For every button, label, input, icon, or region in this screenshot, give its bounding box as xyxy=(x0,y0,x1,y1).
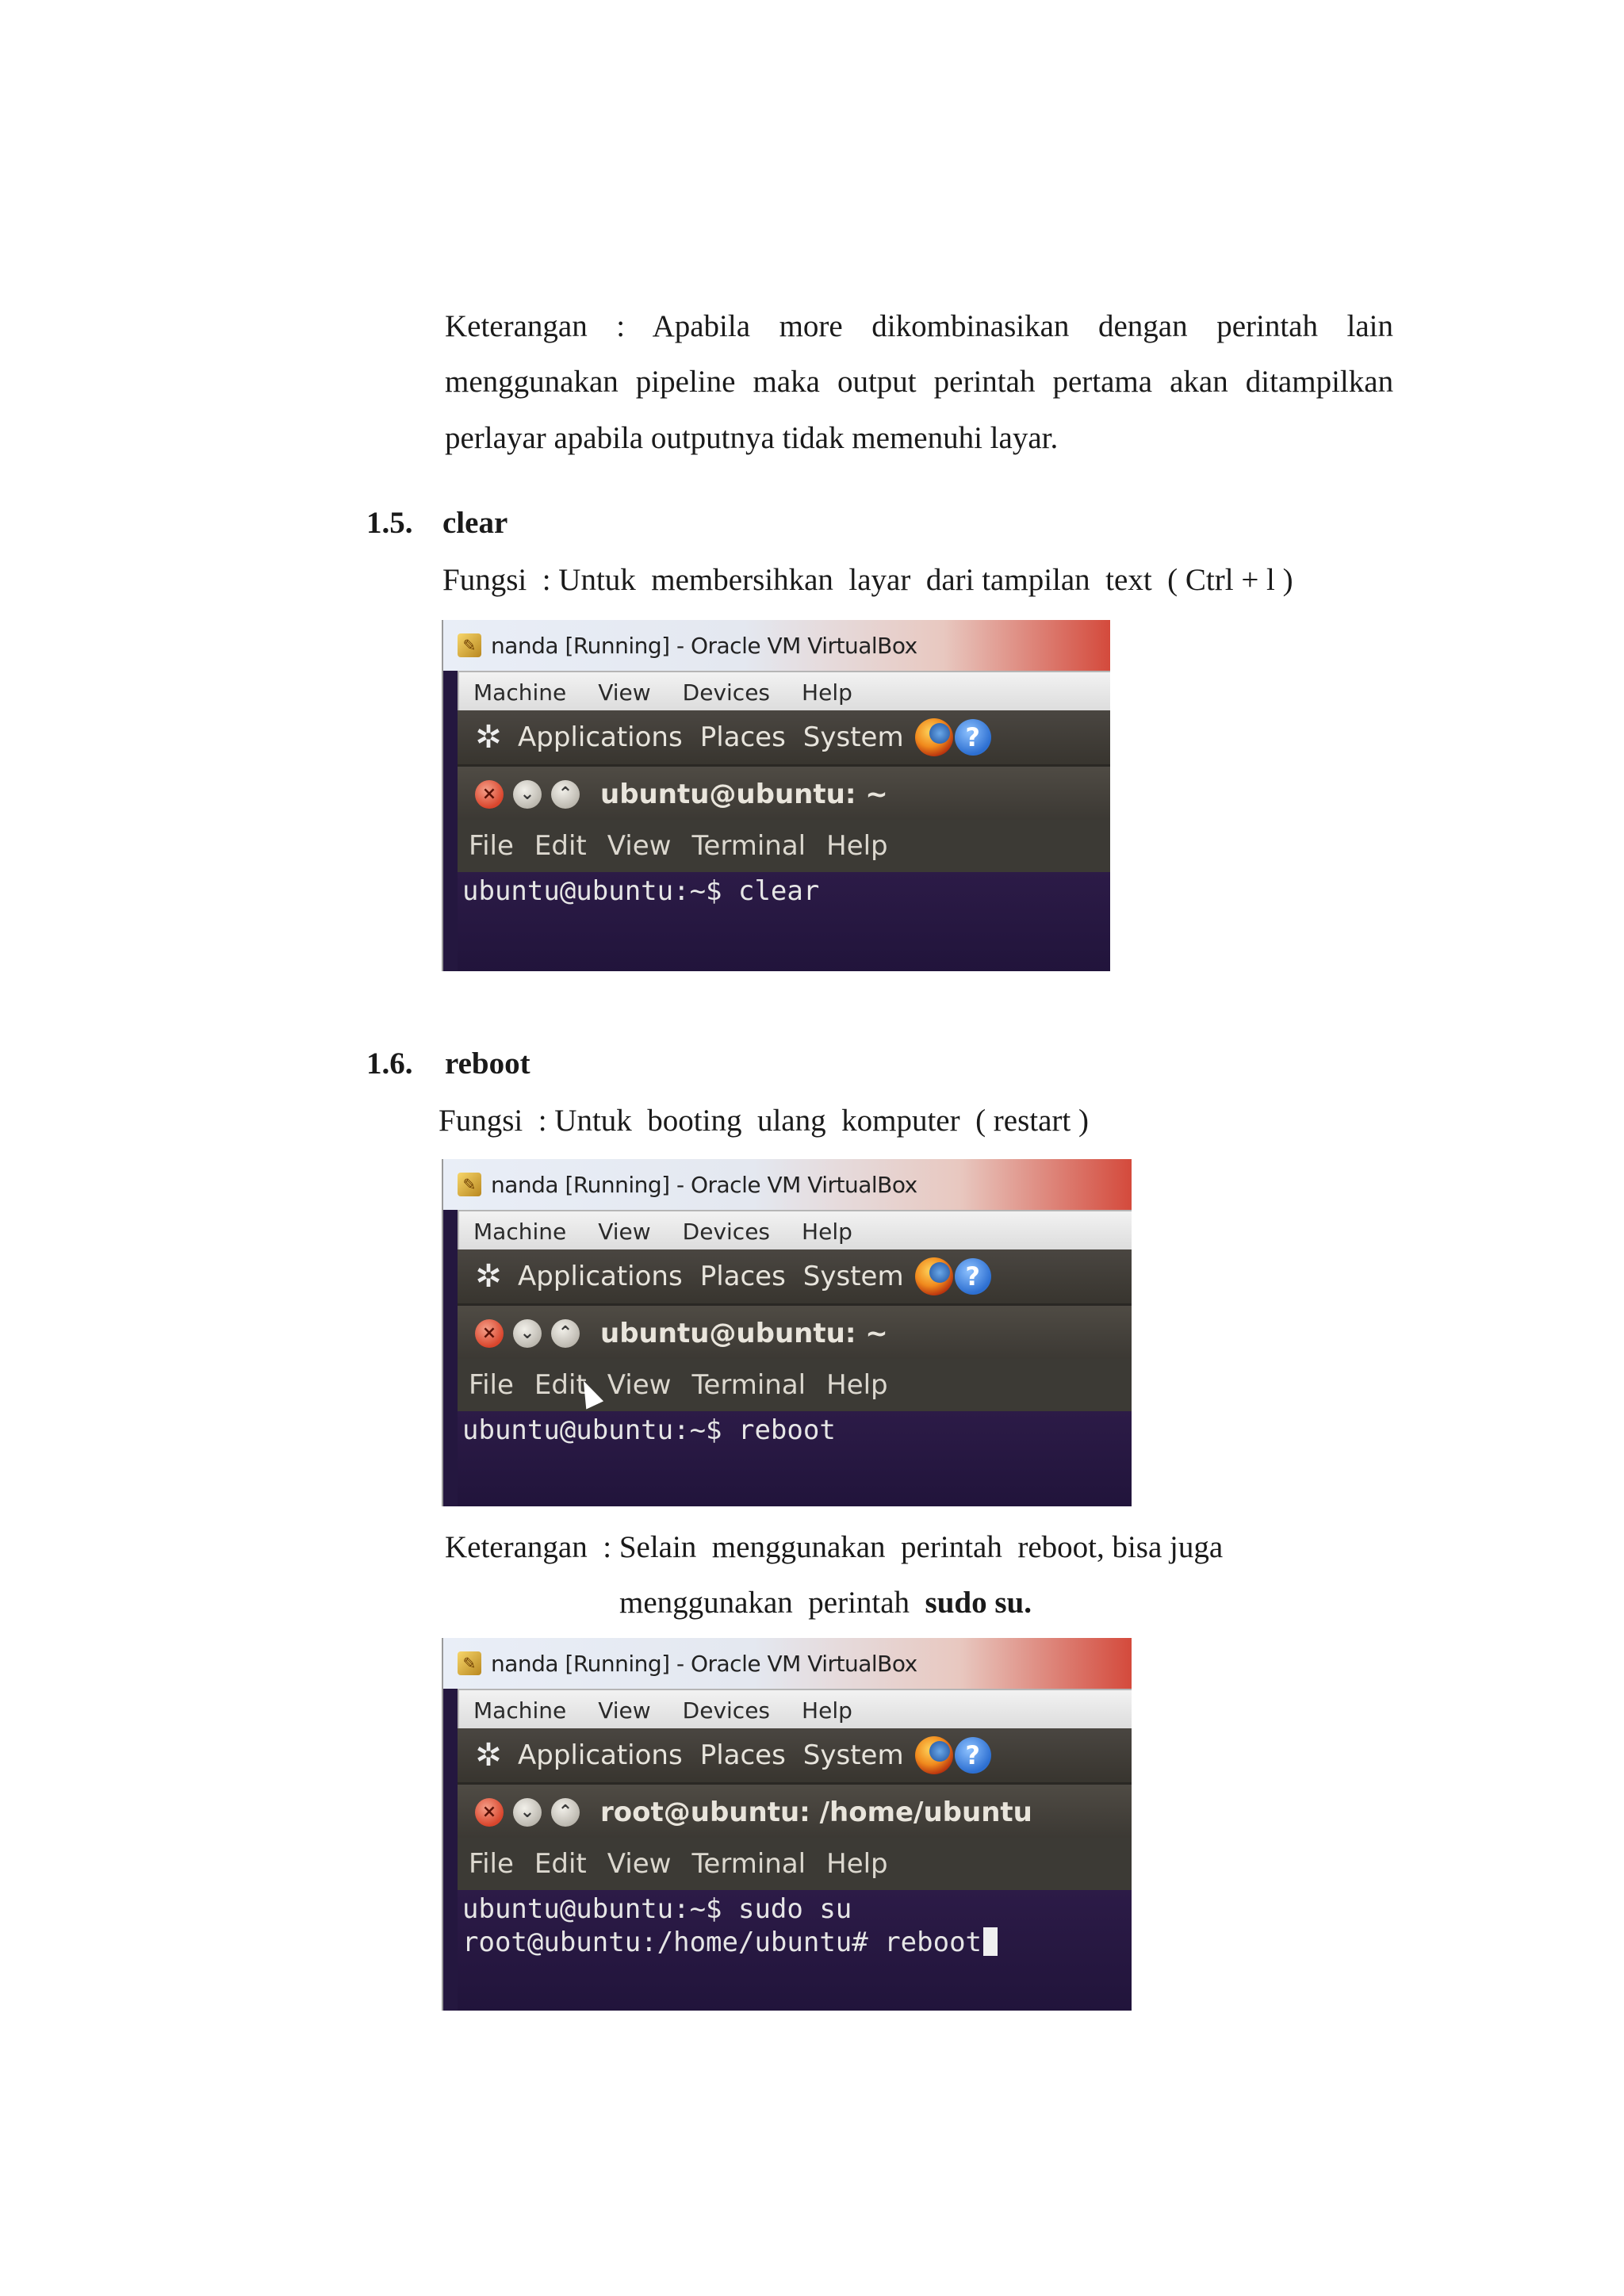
virtualbox-icon: ✎ xyxy=(458,633,481,657)
help-icon[interactable]: ? xyxy=(955,1258,991,1295)
term-menu-view[interactable]: View xyxy=(607,1369,672,1401)
menu-help[interactable]: Help xyxy=(802,1697,852,1724)
terminal-body[interactable] xyxy=(458,872,1110,971)
window-title: nanda [Running] - Oracle VM VirtualBox xyxy=(491,1650,917,1677)
intro-line-1 xyxy=(445,311,1393,342)
terminal-titlebar xyxy=(458,1303,1132,1361)
panel-places[interactable]: Places xyxy=(699,1739,786,1771)
terminal-line: ubuntu@ubuntu:~$ clear xyxy=(462,875,820,907)
gnome-panel xyxy=(458,1249,1132,1303)
panel-places[interactable]: Places xyxy=(699,1261,786,1292)
menu-view[interactable]: View xyxy=(598,1218,651,1245)
word: Keterangan xyxy=(445,309,588,343)
firefox-icon[interactable] xyxy=(915,1257,953,1295)
terminal-title: root@ubuntu: /home/ubuntu xyxy=(600,1797,1032,1828)
term-menu-edit[interactable]: Edit xyxy=(534,830,587,862)
word: maka xyxy=(753,365,820,399)
section-description: Fungsi : Untuk membersihkan layar dari tampilan text ( Ctrl + l ) xyxy=(442,563,1293,597)
minimize-icon[interactable]: ⌄ xyxy=(513,780,542,809)
note-line-2 xyxy=(619,1587,1032,1618)
term-menu-terminal[interactable]: Terminal xyxy=(691,1369,806,1401)
term-menu-file[interactable]: File xyxy=(469,830,514,862)
term-menu-edit[interactable]: Edit xyxy=(534,1848,587,1880)
word: dikombinasikan xyxy=(871,309,1070,343)
firefox-icon[interactable] xyxy=(915,718,953,756)
menu-machine[interactable]: Machine xyxy=(473,679,567,706)
firefox-icon[interactable] xyxy=(915,1736,953,1774)
text-cursor-icon xyxy=(983,1927,998,1956)
panel-places[interactable]: Places xyxy=(699,721,786,753)
menu-machine[interactable]: Machine xyxy=(473,1697,567,1724)
terminal-body[interactable] xyxy=(458,1411,1132,1506)
close-icon[interactable]: × xyxy=(475,780,504,809)
virtualbox-icon: ✎ xyxy=(458,1173,481,1196)
gnome-panel xyxy=(458,1728,1132,1782)
terminal-titlebar xyxy=(458,1782,1132,1840)
vbox-menubar xyxy=(458,1689,1132,1730)
window-titlebar xyxy=(443,620,1110,671)
word: : xyxy=(616,309,626,343)
word: dengan xyxy=(1098,309,1188,343)
window-title: nanda [Running] - Oracle VM VirtualBox xyxy=(491,1171,917,1198)
menu-view[interactable]: View xyxy=(598,1697,651,1724)
window-titlebar xyxy=(443,1638,1132,1689)
virtualbox-icon: ✎ xyxy=(458,1651,481,1675)
terminal-line: ubuntu@ubuntu:~$ sudo su xyxy=(462,1893,852,1925)
panel-applications[interactable]: Applications xyxy=(518,721,683,753)
section-title: reboot xyxy=(445,1047,530,1081)
terminal-title: ubuntu@ubuntu: ~ xyxy=(600,1318,888,1349)
note-text: menggunakan perintah xyxy=(619,1586,925,1620)
panel-system[interactable]: System xyxy=(802,1261,904,1292)
note-command: sudo su. xyxy=(925,1586,1032,1620)
terminal-menubar xyxy=(458,1838,1132,1890)
term-menu-view[interactable]: View xyxy=(607,830,672,862)
term-menu-file[interactable]: File xyxy=(469,1369,514,1401)
term-menu-file[interactable]: File xyxy=(469,1848,514,1880)
terminal-titlebar xyxy=(458,764,1110,822)
menu-devices[interactable]: Devices xyxy=(682,1697,771,1724)
section-number: 1.6. xyxy=(366,1047,413,1081)
panel-applications[interactable]: Applications xyxy=(518,1261,683,1292)
intro-line-3: perlayar apabila outputnya tidak memenuhi layar. xyxy=(445,421,1059,455)
term-menu-terminal[interactable]: Terminal xyxy=(691,830,806,862)
ubuntu-logo-icon[interactable]: ✲ xyxy=(475,719,502,756)
menu-machine[interactable]: Machine xyxy=(473,1218,567,1245)
help-icon[interactable]: ? xyxy=(955,719,991,756)
terminal-menubar xyxy=(458,820,1110,872)
window-titlebar xyxy=(443,1159,1132,1210)
menu-help[interactable]: Help xyxy=(802,1218,852,1245)
terminal-line: ubuntu@ubuntu:~$ reboot xyxy=(462,1414,836,1446)
help-icon[interactable]: ? xyxy=(955,1737,991,1774)
terminal-body[interactable] xyxy=(458,1890,1132,2011)
gnome-panel xyxy=(458,710,1110,764)
panel-applications[interactable]: Applications xyxy=(518,1739,683,1771)
panel-system[interactable]: System xyxy=(802,721,904,753)
section-number: 1.5. xyxy=(366,506,413,540)
word: more xyxy=(779,309,843,343)
section-description: Fungsi : Untuk booting ulang komputer ( restart ) xyxy=(439,1104,1089,1138)
term-menu-terminal[interactable]: Terminal xyxy=(691,1848,806,1880)
close-icon[interactable]: × xyxy=(475,1319,504,1348)
menu-help[interactable]: Help xyxy=(802,679,852,706)
note-line-1: Keterangan : Selain menggunakan perintah reboot, bisa juga xyxy=(445,1530,1224,1564)
panel-system[interactable]: System xyxy=(802,1739,904,1771)
word: akan xyxy=(1170,365,1228,399)
term-menu-edit[interactable]: Edit xyxy=(534,1369,587,1401)
screenshot-clear xyxy=(442,620,1110,971)
term-menu-help[interactable]: Help xyxy=(826,1369,888,1401)
word: menggunakan xyxy=(445,365,619,399)
word: output xyxy=(837,365,917,399)
vbox-menubar xyxy=(458,1210,1132,1251)
term-menu-view[interactable]: View xyxy=(607,1848,672,1880)
word: perintah xyxy=(933,365,1036,399)
word: pipeline xyxy=(635,365,736,399)
menu-devices[interactable]: Devices xyxy=(682,679,771,706)
close-icon[interactable]: × xyxy=(475,1798,504,1827)
term-menu-help[interactable]: Help xyxy=(826,830,888,862)
term-menu-help[interactable]: Help xyxy=(826,1848,888,1880)
word: Apabila xyxy=(652,309,751,343)
screenshot-reboot xyxy=(442,1159,1132,1506)
terminal-line-text: root@ubuntu:/home/ubuntu# reboot xyxy=(462,1927,982,1958)
menu-view[interactable]: View xyxy=(598,679,651,706)
terminal-line xyxy=(462,1927,998,1958)
section-title: clear xyxy=(442,506,508,540)
ubuntu-logo-icon[interactable]: ✲ xyxy=(475,1737,502,1774)
word: pertama xyxy=(1052,365,1153,399)
minimize-icon[interactable]: ⌄ xyxy=(513,1319,542,1348)
maximize-icon[interactable]: ⌃ xyxy=(551,1798,580,1827)
minimize-icon[interactable]: ⌄ xyxy=(513,1798,542,1827)
ubuntu-logo-icon[interactable]: ✲ xyxy=(475,1258,502,1295)
window-title: nanda [Running] - Oracle VM VirtualBox xyxy=(491,632,917,659)
word: perintah xyxy=(1216,309,1318,343)
vbox-menubar xyxy=(458,671,1110,712)
maximize-icon[interactable]: ⌃ xyxy=(551,780,580,809)
terminal-title: ubuntu@ubuntu: ~ xyxy=(600,779,888,810)
word: ditampilkan xyxy=(1245,365,1394,399)
menu-devices[interactable]: Devices xyxy=(682,1218,771,1245)
terminal-menubar xyxy=(458,1359,1132,1411)
screenshot-sudo-su xyxy=(442,1638,1132,2011)
intro-line-2 xyxy=(445,366,1393,397)
word: lain xyxy=(1346,309,1394,343)
maximize-icon[interactable]: ⌃ xyxy=(551,1319,580,1348)
